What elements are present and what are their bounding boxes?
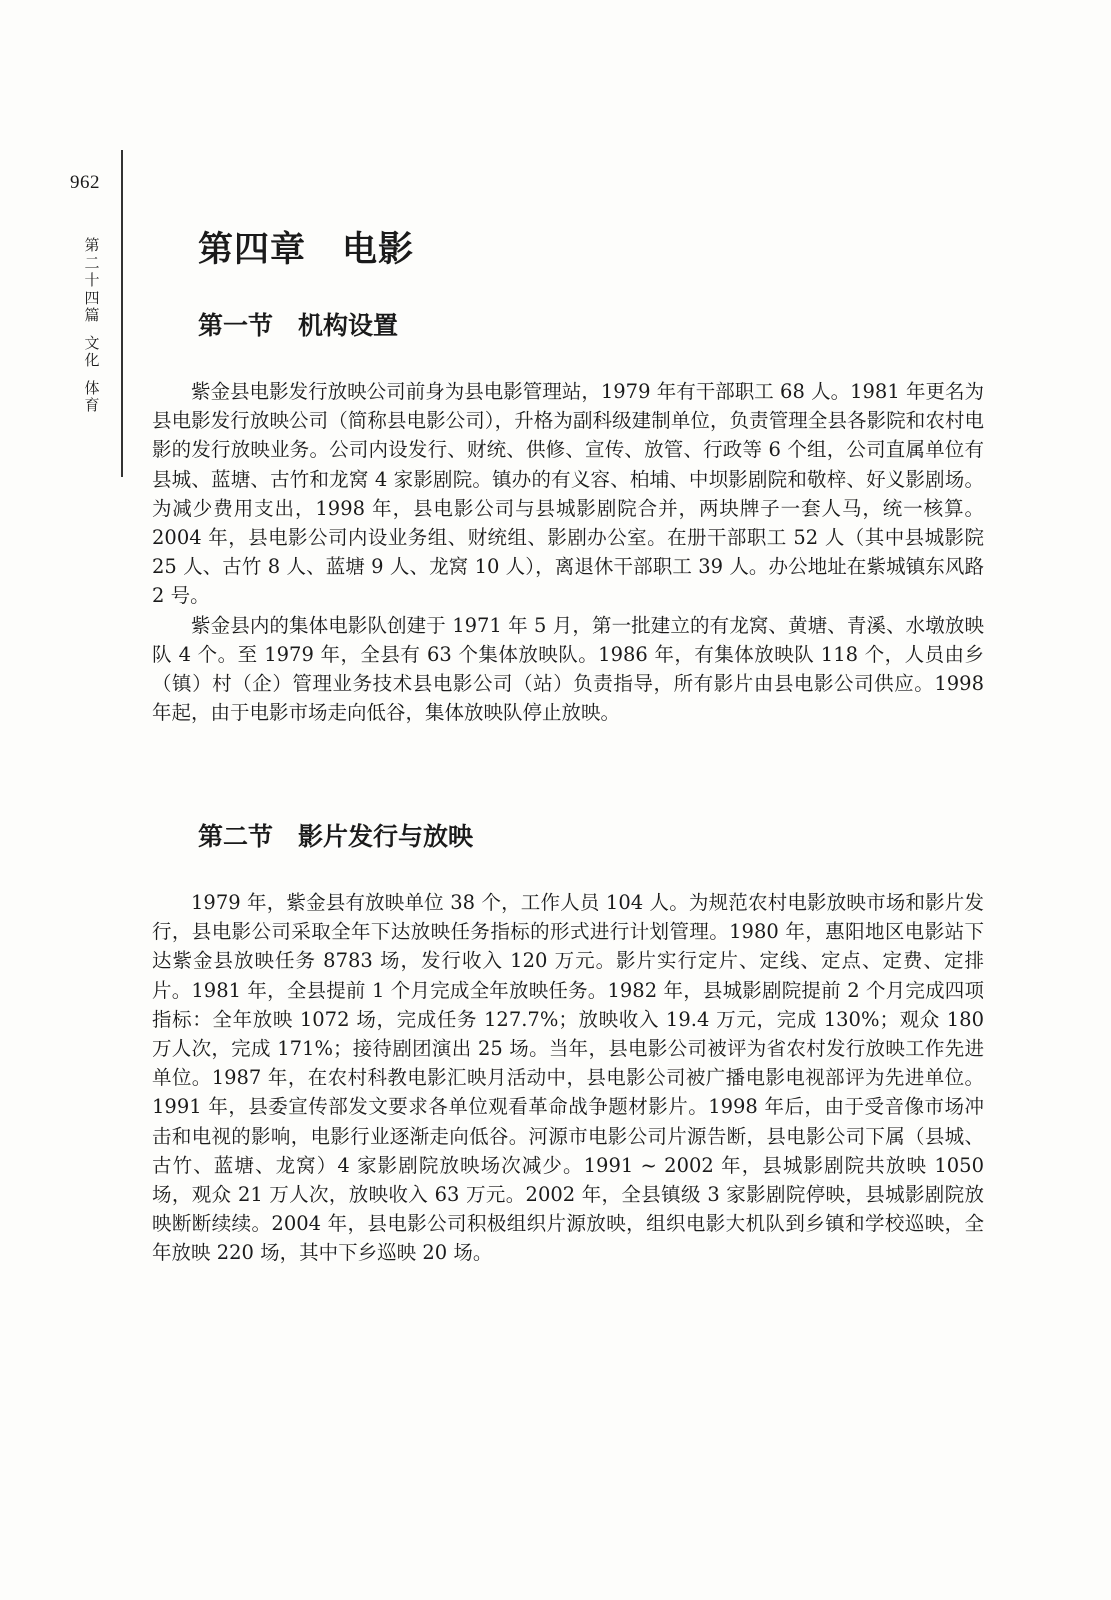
running-head-part: 第二十四篇 — [84, 236, 100, 324]
section-body — [152, 377, 984, 727]
margin-rule — [121, 150, 123, 477]
running-head-topic: 文化 — [84, 333, 100, 369]
section-title: 第二节 影片发行与放映 — [198, 822, 474, 851]
chapter-title: 第四章 电影 — [198, 230, 415, 270]
page-number: 962 — [70, 172, 100, 193]
running-head-topic2: 体育 — [84, 378, 100, 414]
section-title: 第一节 机构设置 — [198, 311, 399, 340]
paragraph: 1979 年，紫金县有放映单位 38 个，工作人员 104 人。为规范农村电影放映市场和影片发行，县电影公司采取全年下达放映任务指标的形式进行计划管理。1980 年，惠阳地区电影站下达紫金县放映任务 8783 场，发行收入 120 万元。影片实行定片、定线、定点、定费、定排片。1981 年，全县提前 1 个月完成全年放映任务。1982 年，县城影剧院提前 2 个月完成四项指标：全年放映 1072 场，完成任务 127.7%；放映收入 19.4 万元，完成 130%；观众 180 万人次，完成 171%；接待剧团演出 25 场。当年，县电影公司被评为省农村发行放映工作先进单位。1987 年，在农村科教电影汇映月活动中，县电影公司被广播电影电视部评为先进单位。1991 年，县委宣传部发文要求各单位观看革命战争题材影片。1998 年后，由于受音像市场冲击和电视的影响，电影行业逐渐走向低谷。河源市电影公司片源告断，县电影公司下属（县城、古竹、蓝塘、龙窝）4 家影剧院放映场次减少。1991 ~ 2002 年，县城影剧院共放映 1050 场，观众 21 万人次，放映收入 63 万元。2002 年，全县镇级 3 家影剧院停映，县城影剧院放映断断续续。2004 年，县电影公司积极组织片源放映，组织电影大机队到乡镇和学校巡映，全年放映 220 场，其中下乡巡映 20 场。 — [152, 891, 984, 1265]
paragraph: 紫金县电影发行放映公司前身为县电影管理站，1979 年有干部职工 68 人。1981 年更名为县电影发行放映公司（简称县电影公司），升格为副科级建制单位，负责管理全县各影院和农村电影的发行放映业务。公司内设发行、财统、供修、宣传、放管、行政等 6 个组，公司直属单位有县城、蓝塘、古竹和龙窝 4 家影剧院。镇办的有义容、柏埔、中坝影剧院和敬梓、好义影剧场。为减少费用支出，1998 年，县电影公司与县城影剧院合并，两块牌子一套人马，统一核算。2004 年，县电影公司内设业务组、财统组、影剧办公室。在册干部职工 52 人（其中县城影院 25 人、古竹 8 人、蓝塘 9 人、龙窝 10 人），离退休干部职工 39 人。办公地址在紫城镇东风路 2 号。 — [152, 380, 985, 608]
section-body — [152, 888, 984, 1268]
paragraph: 紫金县内的集体电影队创建于 1971 年 5 月，第一批建立的有龙窝、黄塘、青溪、水墩放映队 4 个。至 1979 年，全县有 63 个集体放映队。1986 年，有集体放映队 118 个，人员由乡（镇）村（企）管理业务技术县电影公司（站）负责指导，所有影片由县电影公司供应。1998 年起，由于电影市场走向低谷，集体放映队停止放映。 — [152, 613, 984, 725]
running-head — [82, 237, 102, 415]
